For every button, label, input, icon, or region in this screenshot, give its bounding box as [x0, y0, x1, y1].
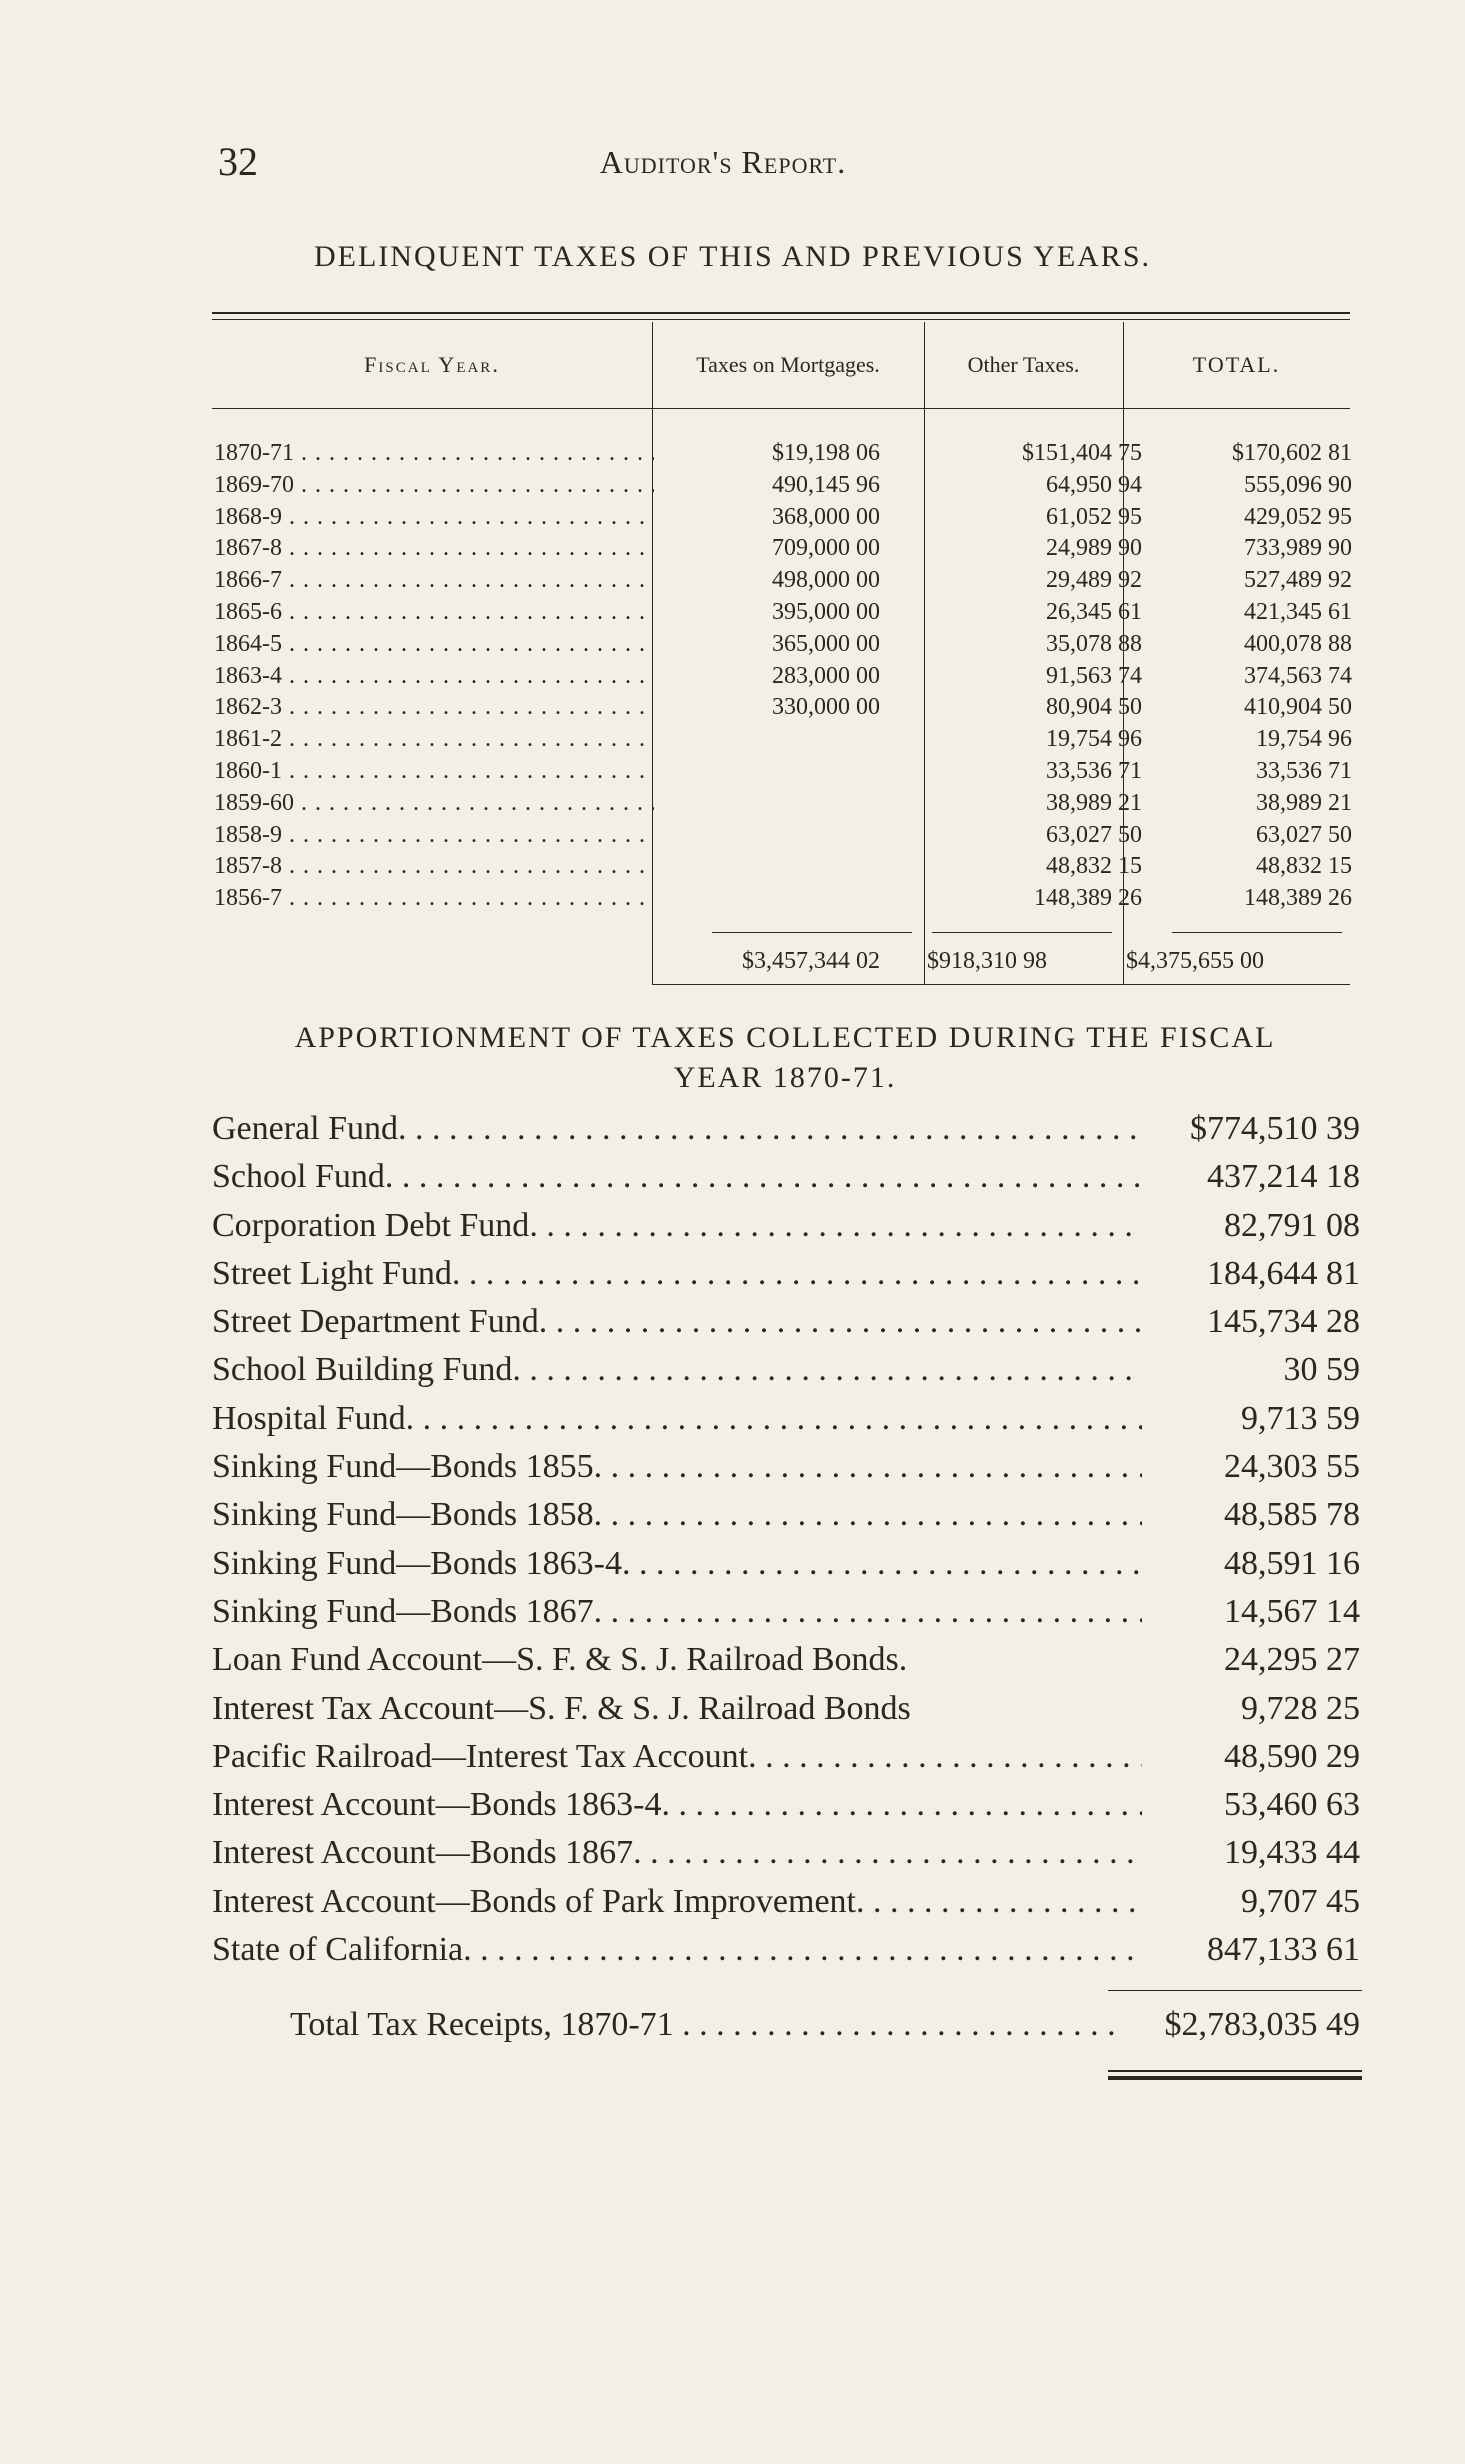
fund-label: Street Department Fund . . . [212, 1298, 1142, 1346]
fund-label: Corporation Debt Fund . . . [212, 1202, 1142, 1250]
fund-label: Interest Tax Account—S. F. & S. J. Railroad Bonds [212, 1689, 911, 1727]
fund-amount: 14,567 14 [1224, 1592, 1360, 1630]
sum-rule [712, 932, 912, 933]
mortgage-tax: 709,000 00 [772, 535, 880, 562]
list-item [212, 1781, 1360, 1829]
other-tax: 63,027 50 [1046, 821, 1142, 848]
fiscal-year: 1866-7 . . . [214, 565, 654, 597]
row-total: 374,563 74 [1244, 662, 1352, 689]
table-row [212, 597, 1350, 629]
fiscal-year: 1864-5 . . . [214, 629, 654, 661]
other-tax: 19,754 96 [1046, 726, 1142, 753]
table-body [212, 438, 1350, 915]
fund-amount: 48,591 16 [1224, 1544, 1360, 1582]
table-row [212, 470, 1350, 502]
fund-amount: 145,734 28 [1207, 1303, 1360, 1341]
row-total: 19,754 96 [1256, 726, 1352, 753]
other-tax: 33,536 71 [1046, 757, 1142, 784]
other-tax: 64,950 94 [1046, 471, 1142, 498]
apportionment-list [212, 1105, 1360, 1974]
page-header [218, 138, 1228, 188]
table-top-rule-thin [212, 319, 1350, 320]
fund-label: School Building Fund . . . [212, 1346, 1142, 1394]
end-rule-thick [1108, 2076, 1362, 2080]
list-item [212, 1250, 1360, 1298]
fund-label: Interest Account—Bonds 1863-4 . . . [212, 1781, 1142, 1829]
other-tax: 48,832 15 [1046, 853, 1142, 880]
other-tax: 61,052 95 [1046, 503, 1142, 530]
other-tax: 29,489 92 [1046, 567, 1142, 594]
row-total: 429,052 95 [1244, 503, 1352, 530]
fiscal-year: 1870-71 . . . [214, 438, 654, 470]
table-row [212, 820, 1350, 852]
column-header-mortgages: Taxes on Mortgages. [696, 352, 880, 377]
fund-label: Sinking Fund—Bonds 1867 . . . [212, 1588, 1142, 1636]
fund-amount: 9,707 45 [1241, 1882, 1360, 1920]
mortgage-tax: 368,000 00 [772, 503, 880, 530]
row-total: 63,027 50 [1256, 821, 1352, 848]
row-total: 555,096 90 [1244, 471, 1352, 498]
list-item [212, 1105, 1360, 1153]
fund-amount: 19,433 44 [1224, 1834, 1360, 1872]
list-item [212, 1685, 1360, 1733]
total-amount: $2,783,035 49 [1164, 2006, 1360, 2043]
list-item [212, 1926, 1360, 1974]
fiscal-year: 1862-3 . . . [214, 692, 654, 724]
column-header-fiscal-year: Fiscal Year. [364, 352, 500, 377]
table-row [212, 851, 1350, 883]
list-item [212, 1733, 1360, 1781]
page-number: 32 [218, 139, 258, 184]
fund-amount: $774,510 39 [1190, 1110, 1360, 1147]
fund-amount: 30 59 [1283, 1351, 1360, 1389]
other-tax: $151,404 75 [1022, 440, 1142, 466]
fund-label: State of California . . . [212, 1926, 1142, 1974]
row-total: $170,602 81 [1232, 440, 1352, 466]
row-total: 410,904 50 [1244, 694, 1352, 721]
running-head: Auditor's Report. [599, 144, 847, 180]
list-item [212, 1878, 1360, 1926]
table-bottom-rule [652, 984, 1350, 985]
column-header-other-taxes: Other Taxes. [967, 352, 1080, 377]
fund-amount: 437,214 18 [1207, 1158, 1360, 1196]
total-label: Total Tax Receipts, 1870-71 . . . [290, 2000, 1120, 2050]
fund-label: Interest Account—Bonds 1867 . . . [212, 1829, 1142, 1877]
mortgage-tax: 498,000 00 [772, 567, 880, 594]
fund-label: Hospital Fund . . . [212, 1395, 1142, 1443]
table-row [212, 756, 1350, 788]
column-header-total: TOTAL. [1192, 352, 1281, 377]
delinquent-taxes-table [212, 312, 1350, 984]
table-row [212, 724, 1350, 756]
fund-amount: 48,590 29 [1224, 1737, 1360, 1775]
fund-label: Sinking Fund—Bonds 1858 . . . [212, 1491, 1142, 1539]
table-row [212, 883, 1350, 915]
fiscal-year: 1857-8 . . . [214, 851, 654, 883]
table-top-rule [212, 312, 1350, 314]
table-row [212, 502, 1350, 534]
fund-amount: 48,585 78 [1224, 1496, 1360, 1534]
apportionment-title [200, 1018, 1370, 1098]
fiscal-year: 1869-70 . . . [214, 470, 654, 502]
other-tax: 38,989 21 [1046, 789, 1142, 816]
list-item [212, 1829, 1360, 1877]
grand-total: $4,375,655 00 [1126, 948, 1264, 974]
fund-amount: 82,791 08 [1224, 1206, 1360, 1244]
row-total: 38,989 21 [1256, 789, 1352, 816]
fund-label: School Fund . . . [212, 1153, 1142, 1201]
mortgage-tax: 490,145 96 [772, 471, 880, 498]
row-total: 527,489 92 [1244, 567, 1352, 594]
other-tax: 26,345 61 [1046, 598, 1142, 625]
fund-amount: 24,303 55 [1224, 1448, 1360, 1486]
other-tax: 35,078 88 [1046, 630, 1142, 657]
list-item [212, 1395, 1360, 1443]
fiscal-year: 1859-60 . . . [214, 788, 654, 820]
mortgage-tax: $19,198 06 [772, 440, 880, 466]
fiscal-year: 1860-1 . . . [214, 756, 654, 788]
delinquent-table-title: DELINQUENT TAXES OF THIS AND PREVIOUS YEARS. [313, 240, 1152, 273]
sum-rule [1172, 932, 1342, 933]
fund-label: Interest Account—Bonds of Park Improvement . . . [212, 1878, 1142, 1926]
fiscal-year: 1867-8 . . . [214, 533, 654, 565]
header-rule [212, 408, 1350, 409]
fund-amount: 847,133 61 [1207, 1931, 1360, 1969]
other-tax: 80,904 50 [1046, 694, 1142, 721]
total-mortgage-tax: $3,457,344 02 [742, 948, 880, 974]
row-total: 400,078 88 [1244, 630, 1352, 657]
mortgage-tax: 283,000 00 [772, 662, 880, 689]
fund-amount: 53,460 63 [1224, 1786, 1360, 1824]
fiscal-year: 1861-2 . . . [214, 724, 654, 756]
fiscal-year: 1863-4 . . . [214, 661, 654, 693]
row-total: 33,536 71 [1256, 757, 1352, 784]
fund-label: Loan Fund Account—S. F. & S. J. Railroad Bonds. [212, 1641, 908, 1679]
fund-amount: 9,728 25 [1241, 1689, 1360, 1727]
fund-amount: 9,713 59 [1241, 1399, 1360, 1437]
mortgage-tax: 330,000 00 [772, 694, 880, 721]
mortgage-tax: 365,000 00 [772, 630, 880, 657]
table-row [212, 629, 1350, 661]
row-total: 148,389 26 [1244, 885, 1352, 912]
table-totals-row [212, 944, 1350, 978]
list-item [212, 1588, 1360, 1636]
row-total: 421,345 61 [1244, 598, 1352, 625]
sum-rule [932, 932, 1112, 933]
list-item [212, 1491, 1360, 1539]
fund-label: General Fund . . . [212, 1105, 1142, 1153]
apportionment-title-line: YEAR 1870-71. [673, 1061, 897, 1094]
fund-amount: 184,644 81 [1207, 1254, 1360, 1292]
total-tax-receipts-row [290, 2000, 1360, 2050]
table-row [212, 565, 1350, 597]
table-row [212, 788, 1350, 820]
fiscal-year: 1868-9 . . . [214, 502, 654, 534]
list-item [212, 1540, 1360, 1588]
row-total: 733,989 90 [1244, 535, 1352, 562]
table-row [212, 438, 1350, 470]
fiscal-year: 1856-7 . . . [214, 883, 654, 915]
fiscal-year: 1858-9 . . . [214, 820, 654, 852]
end-rule [1108, 2070, 1362, 2072]
mortgage-tax: 395,000 00 [772, 598, 880, 625]
list-item [212, 1636, 1360, 1684]
fiscal-year: 1865-6 . . . [214, 597, 654, 629]
table-row [212, 692, 1350, 724]
table-row [212, 533, 1350, 565]
other-tax: 148,389 26 [1034, 885, 1142, 912]
list-item [212, 1346, 1360, 1394]
fund-label: Sinking Fund—Bonds 1863-4 . . . [212, 1540, 1142, 1588]
total-rule [1108, 1990, 1362, 1991]
fund-label: Street Light Fund . . . [212, 1250, 1142, 1298]
other-tax: 91,563 74 [1046, 662, 1142, 689]
fund-label: Pacific Railroad—Interest Tax Account . . . [212, 1733, 1142, 1781]
fund-amount: 24,295 27 [1224, 1641, 1360, 1679]
apportionment-title-line: APPORTIONMENT OF TAXES COLLECTED DURING THE FISCAL [294, 1021, 1276, 1054]
fund-label: Sinking Fund—Bonds 1855 . . . [212, 1443, 1142, 1491]
table-row [212, 661, 1350, 693]
total-other-tax: $918,310 98 [927, 948, 1047, 974]
list-item [212, 1443, 1360, 1491]
row-total: 48,832 15 [1256, 853, 1352, 880]
list-item [212, 1202, 1360, 1250]
other-tax: 24,989 90 [1046, 535, 1142, 562]
list-item [212, 1153, 1360, 1201]
list-item [212, 1298, 1360, 1346]
